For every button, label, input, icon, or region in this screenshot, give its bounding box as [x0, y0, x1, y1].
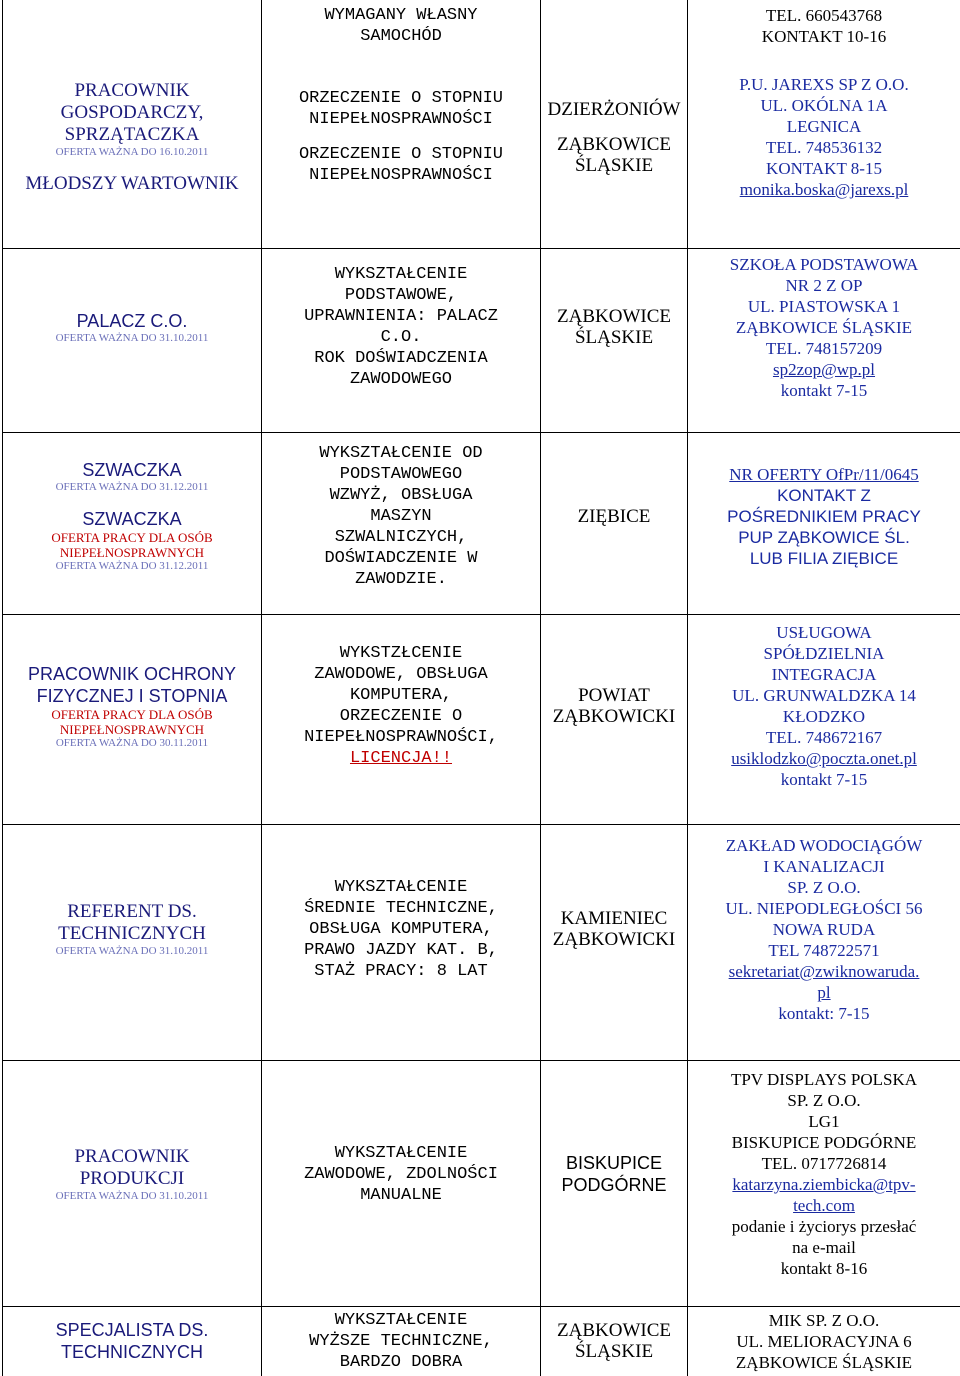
row-separator [3, 1034, 960, 1060]
requirement-line: WYKSZTAŁCENIE [265, 264, 537, 285]
requirements-cell [262, 824, 541, 1034]
contact-line: SP. Z O.O. [691, 1090, 957, 1111]
contact-line: TEL. 748536132 [691, 137, 957, 158]
table-row [3, 0, 960, 52]
location-line: ŚLĄSKIE [544, 155, 684, 176]
requirements-cell [262, 1306, 541, 1376]
position-title: PRODUKCJI [6, 1168, 258, 1190]
disabled-offer-note: NIEPEŁNOSPRAWNYCH [6, 722, 258, 737]
position-title: SZWACZKA [6, 459, 258, 481]
location-line: PODGÓRNE [544, 1174, 684, 1196]
offer-validity: OFERTA WAŻNA DO 16.10.2011 [6, 146, 258, 159]
contact-line: ZAKŁAD WODOCIĄGÓW [691, 835, 957, 856]
requirement-line: ZAWODOWEGO [265, 369, 537, 390]
position-title: FIZYCZNEJ I STOPNIA [6, 685, 258, 707]
requirement-line: WYKSZTAŁCENIE OD [265, 443, 537, 464]
requirement-line: PODSTAWOWEGO [265, 464, 537, 485]
position-cell [3, 0, 262, 52]
contact-line: SPÓŁDZIELNIA [691, 643, 957, 664]
position-title: TECHNICZNYCH [6, 1341, 258, 1363]
requirements-cell [262, 248, 541, 406]
contact-line: INTEGRACJA [691, 664, 957, 685]
requirements-cell [262, 0, 541, 52]
position-title: PALACZ C.O. [6, 310, 258, 332]
location-line: ZĄBKOWICKI [544, 706, 684, 727]
contact-line: PUP ZĄBKOWICE ŚL. [691, 527, 957, 548]
position-cell [3, 432, 262, 600]
requirement-line: C.O. [265, 327, 537, 348]
contact-line: UL. GRUNWALDZKA 14 [691, 685, 957, 706]
position-cell [3, 248, 262, 406]
requirement-line: PRAWO JAZDY KAT. B, [265, 940, 537, 961]
requirement-line: OBSŁUGA KOMPUTERA, [265, 919, 537, 940]
position-title: PRACOWNIK [6, 1146, 258, 1168]
location-line: ZĄBKOWICE [544, 134, 684, 155]
requirement-line: WYŻSZE TECHNICZNE, [265, 1331, 537, 1352]
position-title: SZWACZKA [6, 508, 258, 530]
position-title: SPECJALISTA DS. [6, 1319, 258, 1341]
requirement-line: ORZECZENIE O STOPNIU [265, 144, 537, 165]
contact-line: ZĄBKOWICE ŚLĄSKIE [691, 1352, 957, 1373]
row-separator [3, 600, 960, 614]
offer-validity: OFERTA WAŻNA DO 31.10.2011 [6, 1190, 258, 1203]
position-cell [3, 614, 262, 798]
requirement-line: NIEPEŁNOSPRAWNOŚCI, [265, 727, 537, 748]
contact-line: USŁUGOWA [691, 622, 957, 643]
requirements-cell [262, 432, 541, 600]
contact-line: POŚREDNIKIEM PRACY [691, 506, 957, 527]
offer-validity: OFERTA WAŻNA DO 30.11.2011 [6, 737, 258, 750]
position-title: TECHNICZNYCH [6, 923, 258, 945]
table-row [3, 1306, 960, 1376]
contact-cell [688, 248, 960, 406]
disabled-offer-note: OFERTA PRACY DLA OSÓB [6, 530, 258, 545]
position-cell [3, 1306, 262, 1376]
contact-line: TPV DISPLAYS POLSKA [691, 1069, 957, 1090]
contact-line: KONTAKT 10-16 [691, 26, 957, 47]
contact-cell [688, 824, 960, 1034]
disabled-offer-note: OFERTA PRACY DLA OSÓB [6, 707, 258, 722]
contact-line: UL. OKÓLNA 1A [691, 95, 957, 116]
table-row [3, 248, 960, 406]
email-link[interactable]: usiklodzko@poczta.onet.pl [691, 748, 957, 769]
contact-note: na e-mail [691, 1237, 957, 1258]
requirement-line: WYKSZTAŁCENIE [265, 1310, 537, 1331]
contact-cell [688, 0, 960, 52]
email-link[interactable]: pl [691, 982, 957, 1003]
location-line: POWIAT [544, 685, 684, 706]
contact-line: I KANALIZACJI [691, 856, 957, 877]
license-note: LICENCJA!! [265, 748, 537, 769]
contact-line: NOWA RUDA [691, 919, 957, 940]
location-line: ŚLĄSKIE [544, 1341, 684, 1362]
location-cell [541, 248, 688, 406]
position-title: PRACOWNIK [6, 80, 258, 102]
location-line: ZĄBKOWICE [544, 306, 684, 327]
requirement-line: ZAWODOWE, ZDOLNOŚCI [265, 1164, 537, 1185]
requirements-cell [262, 52, 541, 222]
location-line: ZIĘBICE [544, 506, 684, 527]
contact-line: NR 2 Z OP [691, 275, 957, 296]
requirement-line: PODSTAWOWE, [265, 285, 537, 306]
row-separator [3, 798, 960, 824]
contact-line: LG1 [691, 1111, 957, 1132]
contact-line: UL. NIEPODLEGŁOŚCI 56 [691, 898, 957, 919]
contact-cell [688, 1060, 960, 1288]
offer-validity: OFERTA WAŻNA DO 31.10.2011 [6, 332, 258, 345]
requirement-line: WYKSZTAŁCENIE [265, 877, 537, 898]
contact-line: LUB FILIA ZIĘBICE [691, 548, 957, 569]
contact-hours: kontakt 7-15 [691, 380, 957, 401]
position-cell [3, 52, 262, 222]
requirement-line: NIEPEŁNOSPRAWNOŚCI [265, 165, 537, 186]
requirement-line: MASZYN [265, 506, 537, 527]
contact-hours: kontakt: 7-15 [691, 1003, 957, 1024]
contact-cell [688, 614, 960, 798]
contact-line: TEL. 660543768 [691, 5, 957, 26]
contact-note: podanie i życiorys przesłać [691, 1216, 957, 1237]
location-cell [541, 614, 688, 798]
requirement-line: WZWYŻ, OBSŁUGA [265, 485, 537, 506]
offer-validity: OFERTA WAŻNA DO 31.12.2011 [6, 481, 258, 494]
location-line: ZĄBKOWICKI [544, 929, 684, 950]
position-title: REFERENT DS. [6, 901, 258, 923]
location-cell [541, 1060, 688, 1288]
position-cell [3, 824, 262, 1034]
contact-line: TEL 748722571 [691, 940, 957, 961]
requirement-line: ZAWODZIE. [265, 569, 537, 590]
email-link[interactable]: sp2zop@wp.pl [691, 359, 957, 380]
position-title: PRACOWNIK OCHRONY [6, 663, 258, 685]
requirement-line: STAŻ PRACY: 8 LAT [265, 961, 537, 982]
requirement-line: ZAWODOWE, OBSŁUGA [265, 664, 537, 685]
offer-validity: OFERTA WAŻNA DO 31.12.2011 [6, 560, 258, 573]
contact-cell [688, 52, 960, 222]
contact-line: SZKOŁA PODSTAWOWA [691, 254, 957, 275]
row-separator [3, 222, 960, 248]
table-row [3, 1060, 960, 1288]
requirement-line: ORZECZENIE O STOPNIU [265, 88, 537, 109]
position-title: SPRZĄTACZKA [6, 124, 258, 146]
job-offers-table [2, 0, 960, 1376]
contact-line: KONTAKT Z [691, 485, 957, 506]
requirement-line: UPRAWNIENIA: PALACZ [265, 306, 537, 327]
email-link[interactable]: tech.com [691, 1195, 957, 1216]
email-link[interactable]: sekretariat@zwiknowaruda. [691, 961, 957, 982]
requirement-line: ROK DOŚWIADCZENIA [265, 348, 537, 369]
requirement-line: DOŚWIADCZENIE W [265, 548, 537, 569]
table-row [3, 52, 960, 222]
requirement-line: NIEPEŁNOSPRAWNOŚCI [265, 109, 537, 130]
table-row [3, 824, 960, 1034]
requirement-line: SAMOCHÓD [265, 26, 537, 47]
row-separator [3, 406, 960, 432]
contact-line: LEGNICA [691, 116, 957, 137]
position-title: MŁODSZY WARTOWNIK [6, 173, 258, 195]
contact-line: UL. PIASTOWSKA 1 [691, 296, 957, 317]
contact-line: TEL. 0717726814 [691, 1153, 957, 1174]
requirement-line: MANUALNE [265, 1185, 537, 1206]
contact-hours: kontakt 8-16 [691, 1258, 957, 1279]
table-row [3, 432, 960, 600]
location-line: KAMIENIEC [544, 908, 684, 929]
requirement-line: WYKSTZŁCENIE [265, 643, 537, 664]
position-title: GOSPODARCZY, [6, 102, 258, 124]
row-separator [3, 1288, 960, 1306]
table-row [3, 614, 960, 798]
offer-number[interactable]: NR OFERTY OfPr/11/0645 [691, 464, 957, 485]
contact-line: ZĄBKOWICE ŚLĄSKIE [691, 317, 957, 338]
contact-cell [688, 1306, 960, 1376]
requirements-cell [262, 1060, 541, 1288]
location-line: BISKUPICE [544, 1152, 684, 1174]
contact-line: UL. MELIORACYJNA 6 [691, 1331, 957, 1352]
requirements-cell [262, 614, 541, 798]
location-cell [541, 824, 688, 1034]
requirement-line: WYMAGANY WŁASNY [265, 5, 537, 26]
email-link[interactable]: monika.boska@jarexs.pl [691, 179, 957, 200]
contact-line: BISKUPICE PODGÓRNE [691, 1132, 957, 1153]
location-line: ZĄBKOWICE [544, 1320, 684, 1341]
contact-line: KONTAKT 8-15 [691, 158, 957, 179]
location-cell [541, 0, 688, 52]
email-link[interactable]: katarzyna.ziembicka@tpv- [691, 1174, 957, 1195]
location-cell [541, 432, 688, 600]
contact-line: SP. Z O.O. [691, 877, 957, 898]
requirement-line: BARDZO DOBRA [265, 1352, 537, 1373]
requirement-line: WYKSZTAŁCENIE [265, 1143, 537, 1164]
contact-line: MIK SP. Z O.O. [691, 1310, 957, 1331]
contact-line: KŁODZKO [691, 706, 957, 727]
location-cell [541, 52, 688, 222]
offer-validity: OFERTA WAŻNA DO 31.10.2011 [6, 945, 258, 958]
position-cell [3, 1060, 262, 1288]
requirement-line: KOMPUTERA, [265, 685, 537, 706]
requirement-line: SZWALNICZYCH, [265, 527, 537, 548]
location-cell [541, 1306, 688, 1376]
contact-line: P.U. JAREXS SP Z O.O. [691, 74, 957, 95]
location-line: DZIERŻONIÓW [544, 99, 684, 120]
contact-cell [688, 432, 960, 600]
location-line: ŚLĄSKIE [544, 327, 684, 348]
contact-line: TEL. 748672167 [691, 727, 957, 748]
requirement-line: ORZECZENIE O [265, 706, 537, 727]
contact-hours: kontakt 7-15 [691, 769, 957, 790]
disabled-offer-note: NIEPEŁNOSPRAWNYCH [6, 545, 258, 560]
contact-line: TEL. 748157209 [691, 338, 957, 359]
requirement-line: ŚREDNIE TECHNICZNE, [265, 898, 537, 919]
